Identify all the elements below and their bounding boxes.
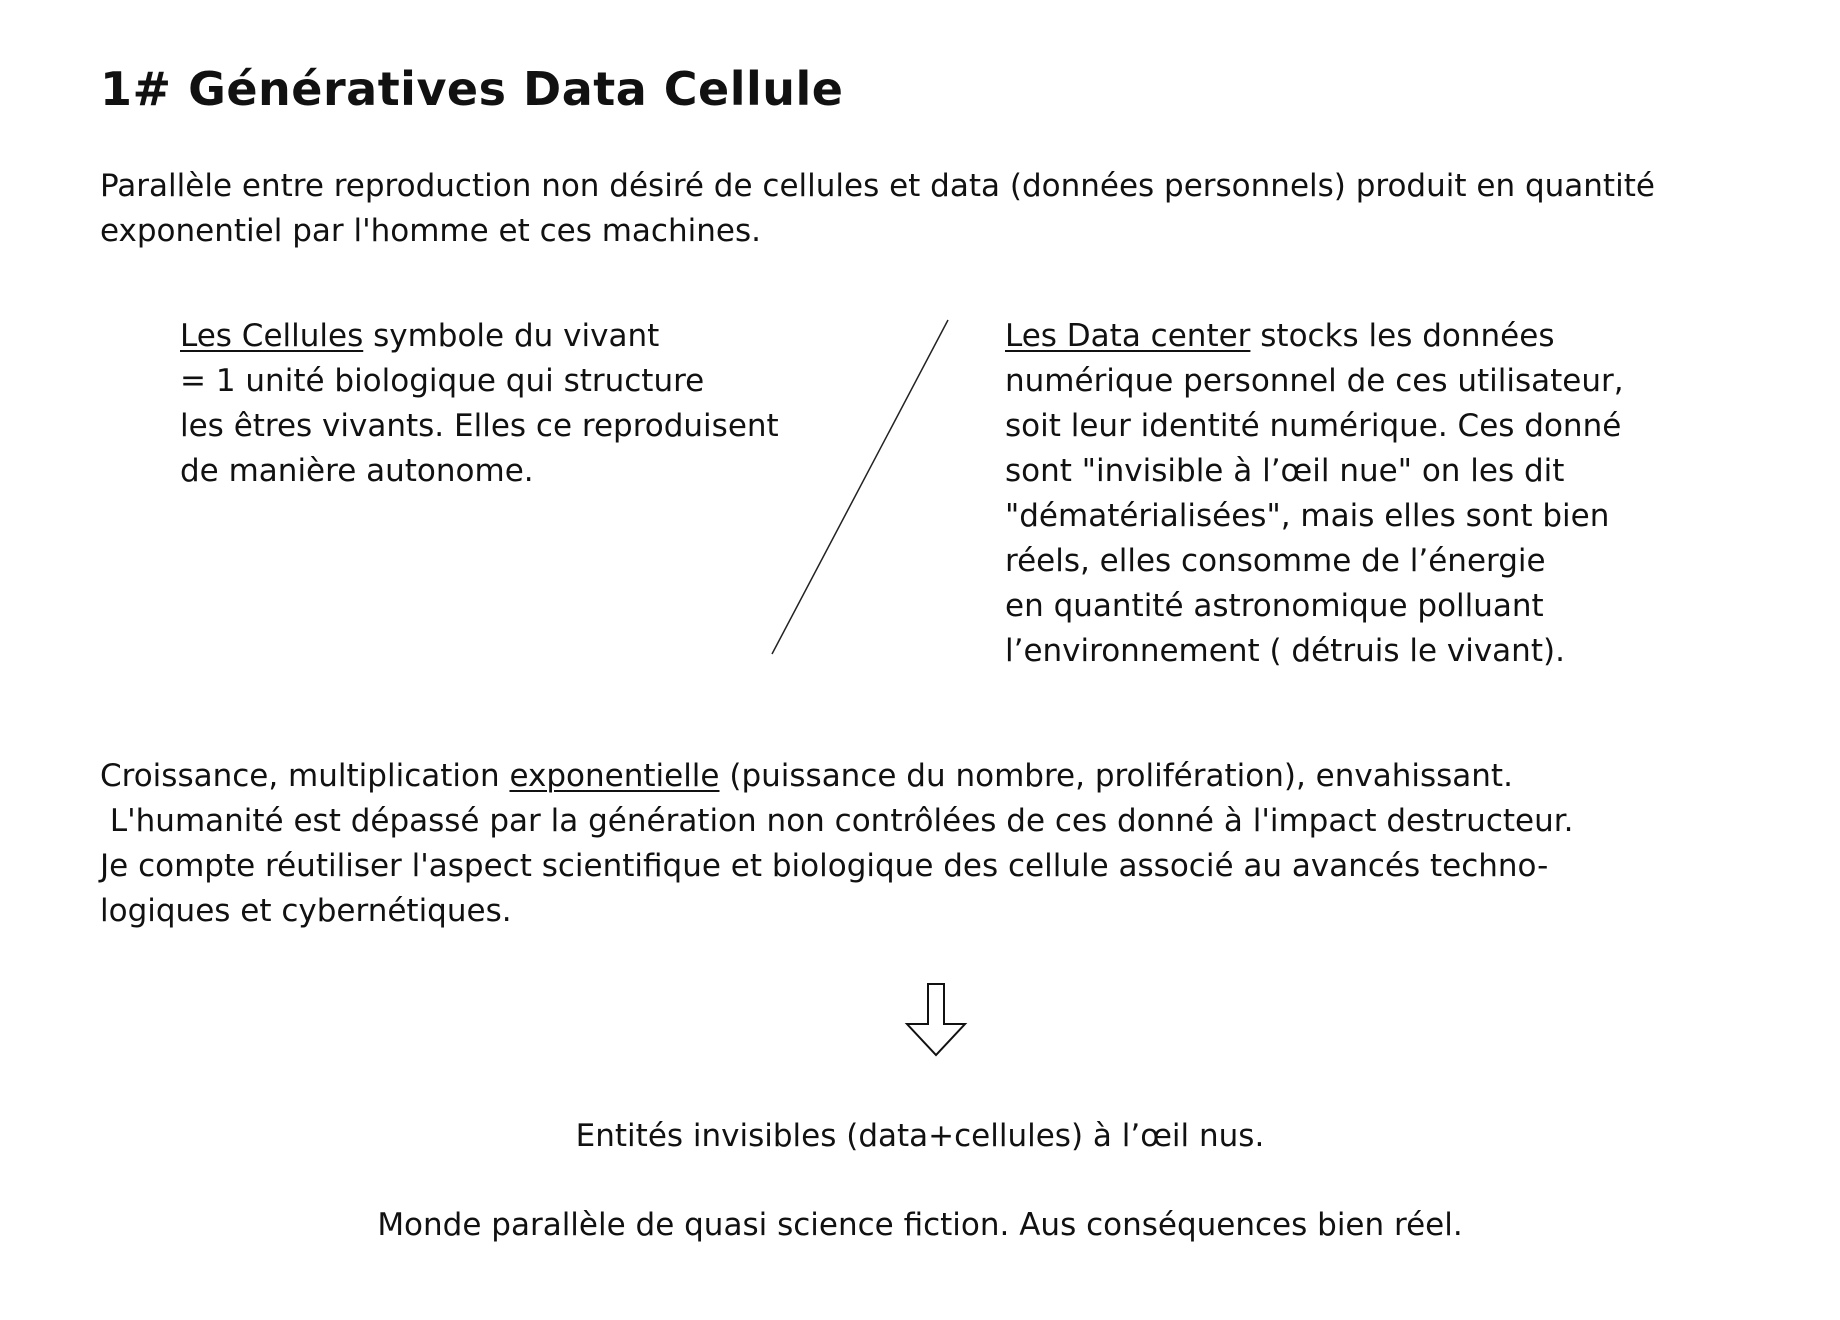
growth-line-1-end: (puissance du nombre, prolifération), envahissant.	[719, 758, 1513, 794]
conclusion-line-2: Monde parallèle de quasi science fiction. Aus conséquences bien réel.	[377, 1207, 1463, 1243]
growth-line-2: L'humanité est dépassé par la génération non contrôlées de ces donné à l'impact destructeur.	[100, 803, 1574, 839]
intro-paragraph	[100, 164, 1780, 254]
data-center-line-4: sont "invisible à l’œil nue" on les dit	[1005, 453, 1565, 489]
cells-paragraph	[180, 314, 820, 494]
slash-divider	[760, 318, 960, 658]
page-title: 1# Génératives Data Cellule	[100, 62, 844, 116]
cells-heading: Les Cellules	[180, 318, 364, 354]
exponential-keyword: exponentielle	[509, 758, 720, 794]
data-center-heading: Les Data center	[1005, 318, 1251, 354]
data-center-line-8: l’environnement ( détruis le vivant).	[1005, 633, 1565, 669]
cells-line-4: de manière autonome.	[180, 453, 534, 489]
data-center-line-5: "dématérialisées", mais elles sont bien	[1005, 498, 1610, 534]
data-center-paragraph	[1005, 314, 1725, 674]
cells-line-2: = 1 unité biologique qui structure	[180, 363, 705, 399]
data-center-line-7: en quantité astronomique polluant	[1005, 588, 1544, 624]
data-center-line-3: soit leur identité numérique. Ces donné	[1005, 408, 1622, 444]
data-center-line-6: réels, elles consomme de l’énergie	[1005, 543, 1546, 579]
cells-line-1: symbole du vivant	[363, 318, 660, 354]
growth-line-1-start: Croissance, multiplication	[100, 758, 510, 794]
down-arrow-icon	[903, 982, 969, 1058]
conclusion-line-1: Entités invisibles (data+cellules) à l’œil nus.	[575, 1118, 1265, 1154]
growth-line-3: Je compte réutiliser l'aspect scientifique et biologique des cellule associé au avancés techno-	[100, 848, 1549, 884]
growth-paragraph	[100, 754, 1800, 934]
cells-line-3: les êtres vivants. Elles ce reproduisent	[180, 408, 779, 444]
growth-line-4: logiques et cybernétiques.	[100, 893, 512, 929]
intro-line-2: exponentiel par l'homme et ces machines.	[100, 213, 761, 249]
data-center-line-1: stocks les données	[1250, 318, 1555, 354]
data-center-line-2: numérique personnel de ces utilisateur,	[1005, 363, 1624, 399]
intro-line-1: Parallèle entre reproduction non désiré de cellules et data (données personnels) produit en quantité	[100, 168, 1655, 204]
